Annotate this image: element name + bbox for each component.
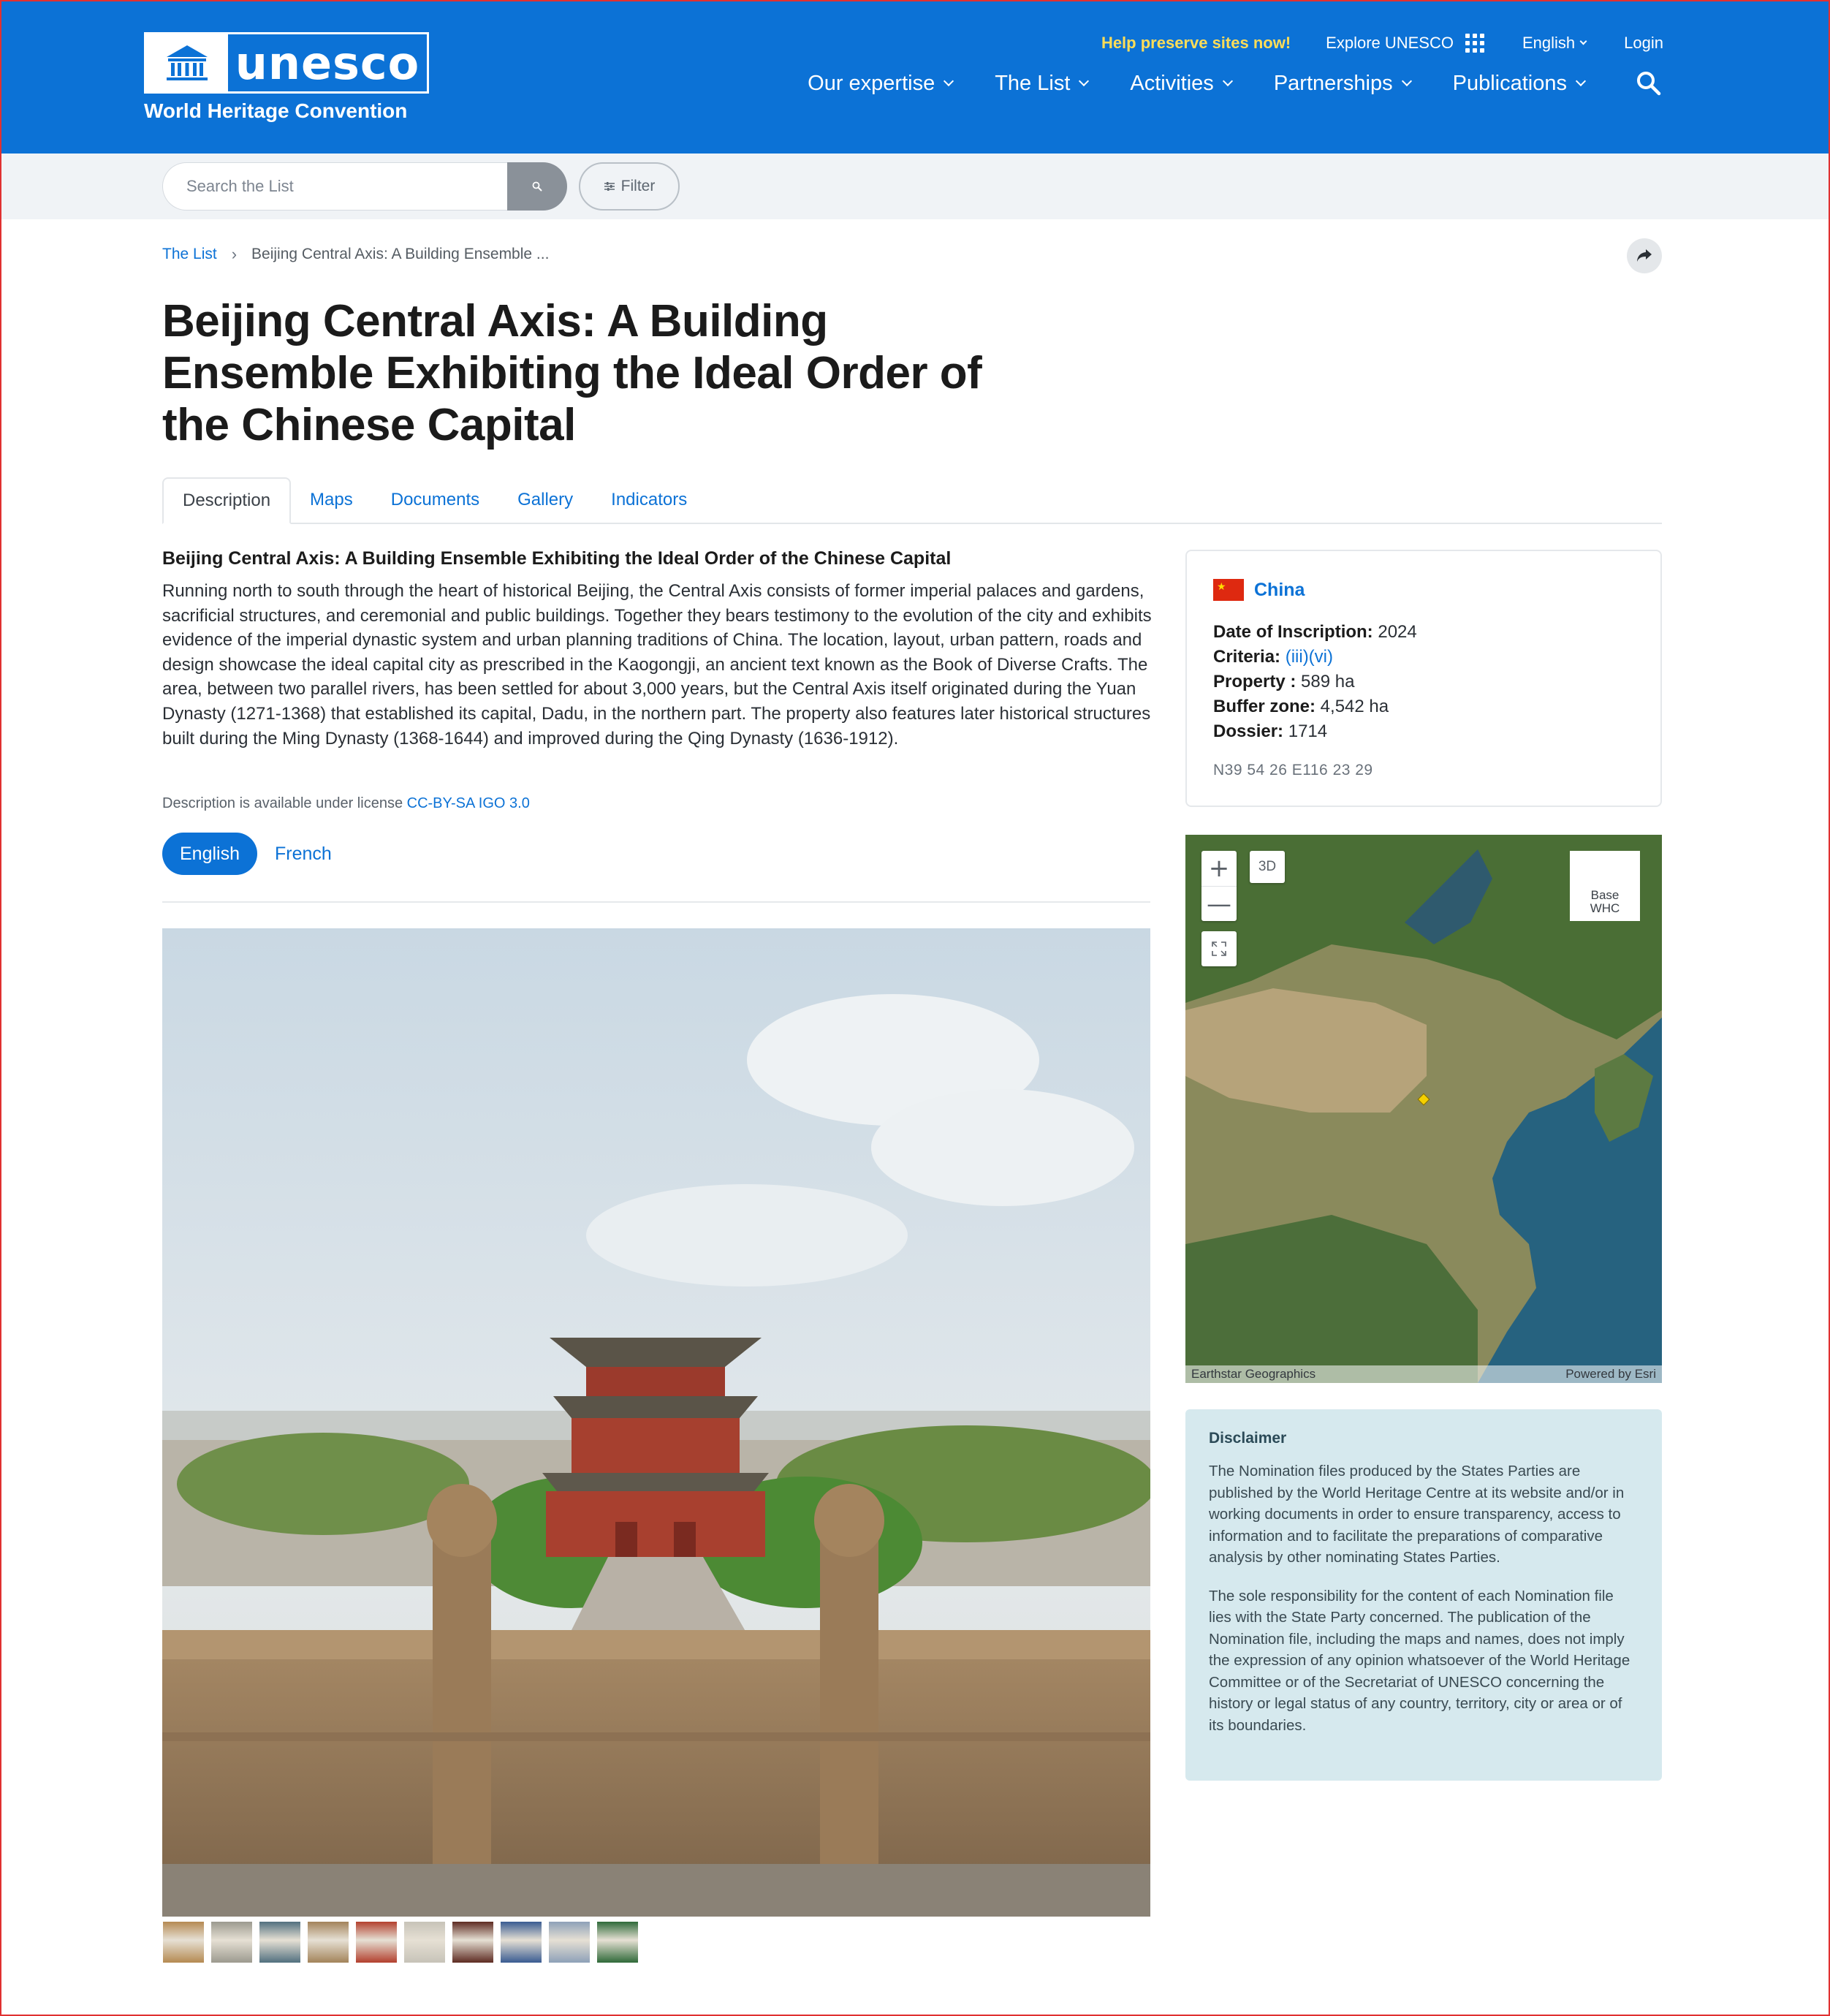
license-note — [162, 795, 530, 812]
disclaimer-title: Disclaimer — [1209, 1430, 1287, 1447]
gallery-thumbnail[interactable] — [259, 1921, 301, 1963]
gallery-thumbnail[interactable] — [210, 1921, 253, 1963]
share-arrow-icon — [1636, 248, 1653, 264]
nav-label: Publications — [1452, 71, 1567, 95]
chevron-down-icon — [1079, 76, 1089, 86]
tab-gallery[interactable]: Gallery — [517, 490, 574, 509]
chevron-down-icon — [1402, 76, 1412, 86]
filter-label: Filter — [620, 178, 656, 194]
criteria: Criteria: (iii)(vi) — [1213, 647, 1333, 667]
basemap-label-2: WHC — [1590, 901, 1620, 915]
share-button[interactable] — [1627, 238, 1662, 273]
country-row — [1213, 579, 1305, 601]
apps-grid-icon — [1465, 34, 1484, 53]
gallery-thumbnail[interactable] — [403, 1921, 446, 1963]
nav-partnerships[interactable] — [1274, 72, 1411, 96]
search-list-input[interactable] — [162, 162, 508, 211]
site-tabs — [162, 479, 1662, 524]
gallery-thumbnail[interactable] — [307, 1921, 349, 1963]
nav-our-expertise[interactable] — [808, 72, 952, 96]
attribution-source: Earthstar Geographics — [1191, 1367, 1316, 1381]
buffer-zone: Buffer zone: 4,542 ha — [1213, 697, 1389, 716]
main-gallery-photo[interactable] — [162, 928, 1150, 1917]
filter-button[interactable] — [579, 162, 680, 211]
coordinates: N39 54 26 E116 23 29 — [1213, 762, 1373, 778]
site-info-card — [1185, 550, 1662, 807]
property-area: Property : 589 ha — [1213, 672, 1355, 691]
nav-activities[interactable] — [1130, 72, 1231, 96]
date-of-inscription: Date of Inscription: 2024 — [1213, 622, 1417, 642]
description-heading: Beijing Central Axis: A Building Ensemble Exhibiting the Ideal Order of the Chinese Capital — [162, 548, 952, 569]
gallery-thumbnail[interactable] — [452, 1921, 494, 1963]
description-text: Running north to south through the heart of historical Beijing, the Central Axis consists of former imperial palaces and gardens, sacrificial structures, and ceremonial and public buildings. Together they bears testimony to the evolution of the city and exhibits evidence of the imperial dynastic system and urban planning traditions of China. The location, layout, urban pattern, roads and design showcase the ideal capital city as prescribed in the Kaogongji, an ancient text known as the Book of Diverse Crafts. The area, between two parallel rivers, has been settled for about 3,000 years, but the Central Axis itself originated during the Yuan Dynasty (1271-1368) that established its capital, Dadu, in the northern part. The property also features later historical structures built during the Ming Dynasty (1368-1644) and improved during the Qing Dynasty (1636-1912). — [162, 581, 1152, 749]
section-divider — [162, 901, 1150, 903]
nav-publications[interactable] — [1453, 72, 1584, 96]
disclaimer-paragraph: The sole responsibility for the content of each Nomination file lies with the State Party concerned. The publication of the Nomination file, including the maps and names, does not imply the expression of any opinion whatsoever of the World Heritage Committee or of the Secretariat of UNESCO concerning the history or legal status of any country, territory, city or area or of its boundaries. — [1209, 1587, 1630, 1734]
criteria-link[interactable]: (iii)(vi) — [1285, 647, 1333, 667]
inscription-details — [1213, 620, 1417, 744]
page-title: Beijing Central Axis: A Building Ensemble Exhibiting the Ideal Order of the Chinese Capital — [162, 296, 982, 450]
breadcrumb — [162, 245, 549, 264]
breadcrumb-current: Beijing Central Axis: A Building Ensemble ... — [251, 246, 550, 262]
fullscreen-button[interactable] — [1201, 931, 1237, 966]
search-submit-button[interactable] — [507, 162, 567, 211]
logo-wordmark: unesco — [235, 36, 420, 90]
tab-maps[interactable]: Maps — [310, 490, 353, 509]
tab-indicators[interactable]: Indicators — [611, 490, 688, 509]
utility-nav — [1101, 34, 1663, 53]
basemap-label-1: Base — [1590, 888, 1620, 902]
main-nav — [765, 69, 1663, 98]
map-attribution — [1185, 1365, 1662, 1383]
disclaimer-box — [1185, 1409, 1662, 1781]
tab-documents[interactable]: Documents — [390, 490, 480, 509]
description-language-switch — [162, 833, 349, 875]
search-icon — [1636, 71, 1661, 96]
temple-emblem-icon — [146, 34, 228, 91]
site-map[interactable] — [1185, 835, 1662, 1383]
chevron-down-icon — [1223, 76, 1233, 86]
help-preserve-link[interactable]: Help preserve sites now! — [1101, 34, 1291, 52]
language-selector[interactable] — [1522, 34, 1586, 53]
nav-label: Partnerships — [1273, 71, 1393, 95]
gallery-thumbnail[interactable] — [596, 1921, 639, 1963]
drum-tower-photo — [162, 928, 1150, 1917]
dossier: Dossier: 1714 — [1213, 721, 1328, 741]
gallery-thumbnail[interactable] — [355, 1921, 398, 1963]
expand-icon — [1211, 941, 1227, 957]
convention-title[interactable]: World Heritage Convention — [144, 99, 408, 122]
map-3d-toggle[interactable]: 3D — [1250, 851, 1285, 883]
header-search-button[interactable] — [1634, 69, 1663, 98]
license-prefix: Description is available under license — [162, 795, 403, 811]
nav-label: The List — [995, 71, 1071, 95]
nav-label: Our expertise — [808, 71, 935, 95]
site-header — [0, 0, 1830, 154]
china-flag-icon: ★ — [1213, 579, 1244, 601]
zoom-out-button[interactable]: — — [1201, 886, 1237, 921]
gallery-thumbnails — [162, 1921, 639, 1963]
chevron-down-icon — [1576, 76, 1586, 86]
breadcrumb-the-list[interactable]: The List — [162, 246, 217, 262]
chevron-down-icon — [944, 76, 954, 86]
explore-unesco-link[interactable] — [1326, 34, 1484, 53]
basemap-switcher[interactable] — [1570, 851, 1640, 921]
license-link[interactable]: CC-BY-SA IGO 3.0 — [406, 795, 530, 811]
explore-unesco-label: Explore UNESCO — [1326, 34, 1454, 52]
login-link[interactable]: Login — [1624, 34, 1663, 52]
country-link[interactable]: China — [1254, 579, 1305, 600]
sliders-icon — [604, 181, 615, 192]
gallery-thumbnail[interactable] — [548, 1921, 591, 1963]
zoom-in-button[interactable]: + — [1208, 854, 1230, 883]
language-english-button[interactable]: English — [162, 833, 257, 875]
zoom-controls — [1201, 851, 1237, 921]
list-search-bar — [0, 154, 1830, 219]
nav-the-list[interactable] — [995, 72, 1087, 96]
language-label: English — [1522, 34, 1576, 52]
unesco-logo[interactable] — [144, 32, 429, 94]
tab-description[interactable]: Description — [162, 477, 291, 524]
nav-label: Activities — [1130, 71, 1214, 95]
gallery-thumbnail[interactable] — [500, 1921, 542, 1963]
attribution-powered-by[interactable]: Powered by Esri — [1565, 1367, 1656, 1381]
chevron-right-icon: › — [231, 245, 238, 263]
disclaimer-paragraph: The Nomination files produced by the States Parties are published by the World Heritage Centre at its website and/or in working documents in order to ensure transparency, access to information and to facilitate the preparations of comparative analysis by other nominating States Parties. — [1209, 1463, 1625, 1566]
search-icon — [532, 181, 542, 192]
gallery-thumbnail[interactable] — [162, 1921, 205, 1963]
language-french-button[interactable]: French — [275, 843, 332, 864]
chevron-down-icon — [1580, 37, 1587, 45]
